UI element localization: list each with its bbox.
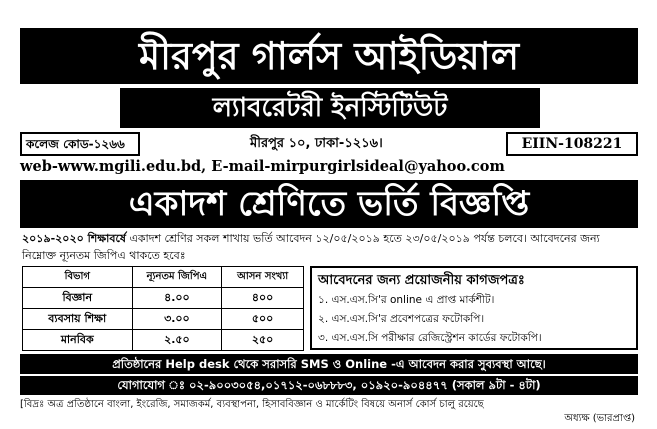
dept-cell: ব্যবসায় শিক্ষা	[23, 309, 133, 330]
gpa-cell: ৪.০০	[132, 288, 222, 309]
department-table	[22, 266, 304, 350]
seat-cell: ৪০০	[222, 288, 304, 309]
paragraph-body: একাদশ শ্রেণির সকল শাখায় ভর্তি আবেদন ১২/০৫/২০১৯ হতে ২৩/০৫/২০১৯ পর্যন্ত চলবে। আবেদনের জন্য নিম্নোক্ত ন্যূনতম জিপিএ থাকতে হবেঃ	[22, 232, 600, 262]
table-row	[23, 309, 304, 330]
gpa-cell: ৩.০০	[132, 309, 222, 330]
note-line: [বিদ্রঃ অত্র প্রতিষ্ঠানে বাংলা, ইংরেজি, সমাজকর্ম, ব্যবস্থাপনা, হিসাববিজ্ঞান ও মার্কেটিং বিষয়ে অনার্স কোর্স চালু রয়েছে	[20, 399, 484, 410]
notice-title: একাদশ শ্রেণিতে ভর্তি বিজ্ঞপ্তি	[20, 180, 638, 228]
header-department: বিভাগ	[23, 267, 133, 288]
table-row	[23, 330, 304, 351]
dept-cell: বিজ্ঞান	[23, 288, 133, 309]
contact-bar: যোগাযোগ ঃ ০২-৯০০৩০৫৪,০১৭১২-০৬৮৮৮৩, ০১৯২০-৯০৪৪৭৭ (সকাল ৯টা - ৪টা)	[20, 376, 638, 395]
required-documents-box	[310, 266, 638, 350]
session-year: ২০১৯-২০২০ শিক্ষাবর্ষে	[22, 232, 126, 245]
header-min-gpa: ন্যূনতম জিপিএ	[132, 267, 222, 288]
college-code: কলেজ কোড-১২৬৬	[20, 132, 140, 156]
admission-paragraph	[22, 230, 636, 264]
seat-cell: ২৫০	[222, 330, 304, 351]
gpa-cell: ২.৫০	[132, 330, 222, 351]
document-item: ১. এস.এস.সি'র online এ প্রাপ্ত মার্কশীট।	[318, 294, 495, 306]
web-email-line: web-www.mgili.edu.bd, E-mail-mirpurgirlsideal@yahoo.com	[20, 158, 505, 175]
documents-title: আবেদনের জন্য প্রয়োজনীয় কাগজপত্রঃ	[318, 273, 525, 288]
code-row	[20, 132, 638, 156]
institution-name-line1: মীরপুর গার্লস আইডিয়াল	[20, 28, 638, 84]
seat-cell: ৫০০	[222, 309, 304, 330]
help-desk-bar: প্রতিষ্ঠানের Help desk থেকে সরাসরি SMS ও Online -এ আবেদন করার সুব্যবস্থা আছে।	[20, 354, 638, 374]
eiin-number: EIIN-108221	[506, 132, 638, 156]
table-header-row	[23, 267, 304, 288]
address: মীরপুর ১০, ঢাকা-১২১৬।	[250, 136, 383, 151]
principal-signature: অধ্যক্ষ (ভারপ্রাপ্ত)	[564, 413, 635, 424]
dept-cell: মানবিক	[23, 330, 133, 351]
document-item: ৩. এস.এস.সি পরীক্ষার রেজিস্ট্রেশন কার্ডের ফটোকপি।	[318, 332, 542, 344]
header-seats: আসন সংখ্যা	[222, 267, 304, 288]
institution-name-line2: ল্যাবরেটরী ইনস্টিটিউট	[120, 88, 540, 128]
table-row	[23, 288, 304, 309]
document-item: ২. এস.এস.সি'র প্রবেশপত্রের ফটোকপি।	[318, 313, 485, 325]
